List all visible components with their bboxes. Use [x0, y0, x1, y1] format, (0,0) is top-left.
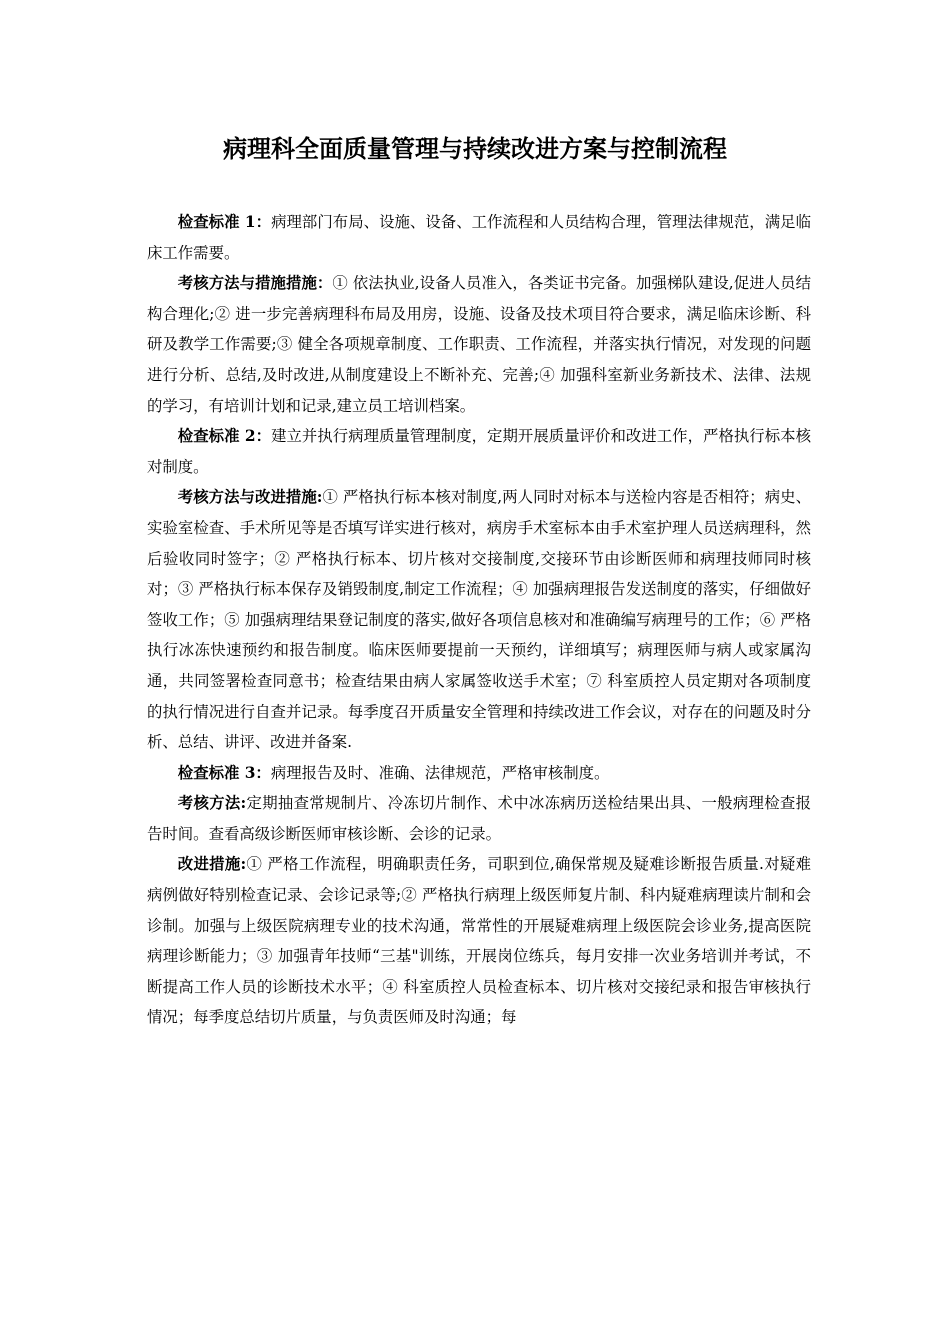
- paragraph-text: 定期抽查常规制片、冷冻切片制作、术中冰冻病历送检结果出具、一般病理检查报告时间。查看高级诊断医师审核诊断、会诊的记录。: [147, 794, 811, 843]
- paragraph-text: ① 依法执业,设备人员准入，各类证书完备。加强梯队建设,促进人员结构合理化;② 进一步完善病理科布局及用房，设施、设备及技术项目符合要求，满足临床诊断、科研及教学工作需要;③ 健全各项规章制度、工作职责、工作流程，并落实执行情况，对发现的问题进行分析、总结,及时改进,从制度建设上不断补充、完善;④ 加强科室新业务新技术、法律、法规的学习，有培训计划和记录,建立员工培训档案。: [147, 274, 811, 415]
- paragraph-text: 病理报告及时、准确、法律规范，严格审核制度。: [270, 763, 610, 782]
- paragraph-method-2: [147, 482, 811, 757]
- paragraph-label: 检查标准 3：: [177, 763, 271, 782]
- paragraph-label: 检查标准 1：: [177, 213, 272, 231]
- paragraph-standard-3: [147, 758, 811, 789]
- paragraph-standard-2: [147, 421, 811, 482]
- paragraph-label: 考核方法:: [177, 794, 247, 813]
- paragraph-label: 改进措施:: [177, 855, 247, 874]
- paragraph-label: 考核方法与改进措施:: [177, 488, 323, 507]
- paragraph-method-3: [147, 788, 811, 849]
- paragraph-standard-1: [147, 207, 811, 268]
- document-title: 病理科全面质量管理与持续改进方案与控制流程: [223, 134, 727, 163]
- document-body: [147, 207, 811, 1033]
- paragraph-text: ① 严格执行标本核对制度,两人同时对标本与送检内容是否相符；病史、实验室检查、手术所见等是否填写详实进行核对，病房手术室标本由手术室护理人员送病理科，然后验收同时签字；② 严格执行标本、切片核对交接制度,交接环节由诊断医师和病理技师同时核对；③ 严格执行标本保存及销毁制度,制定工作流程；④ 加强病理报告发送制度的落实，仔细做好签收工作；⑤ 加强病理结果登记制度的落实,做好各项信息核对和准确编写病理号的工作；⑥ 严格执行冰冻快速预约和报告制度。临床医师要提前一天预约，详细填写；病理医师与病人或家属沟通，共同签署检查同意书；检查结果由病人家属签收送手术室；⑦ 科室质控人员定期对各项制度的执行情况进行自查并记录。每季度召开质量安全管理和持续改进工作会议，对存在的问题及时分析、总结、讲评、改进并备案.: [147, 488, 811, 752]
- paragraph-improvement-3: [147, 849, 811, 1033]
- paragraph-text: 病理部门布局、设施、设备、工作流程和人员结构合理，管理法律规范，满足临床工作需要。: [147, 213, 811, 262]
- paragraph-method-1: [147, 268, 811, 421]
- paragraph-label: 检查标准 2：: [177, 427, 272, 446]
- paragraph-text: 建立并执行病理质量管理制度，定期开展质量评价和改进工作，严格执行标本核对制度。: [147, 427, 811, 476]
- paragraph-label: 考核方法与措施措施：: [177, 274, 333, 293]
- paragraph-text: ① 严格工作流程，明确职责任务，司职到位,确保常规及疑难诊断报告质量.对疑难病例做好特别检查记录、会诊记录等;② 严格执行病理上级医师复片制、科内疑难病理读片制和会诊制。加强与上级医院病理专业的技术沟通，常常性的开展疑难病理上级医院会诊业务,提高医院病理诊断能力；③ 加强青年技师“三基"训练，开展岗位练兵，每月安排一次业务培训并考试，不断提高工作人员的诊断技术水平；④ 科室质控人员检查标本、切片核对交接纪录和报告审核执行情况；每季度总结切片质量，与负责医师及时沟通；每: [147, 855, 811, 1027]
